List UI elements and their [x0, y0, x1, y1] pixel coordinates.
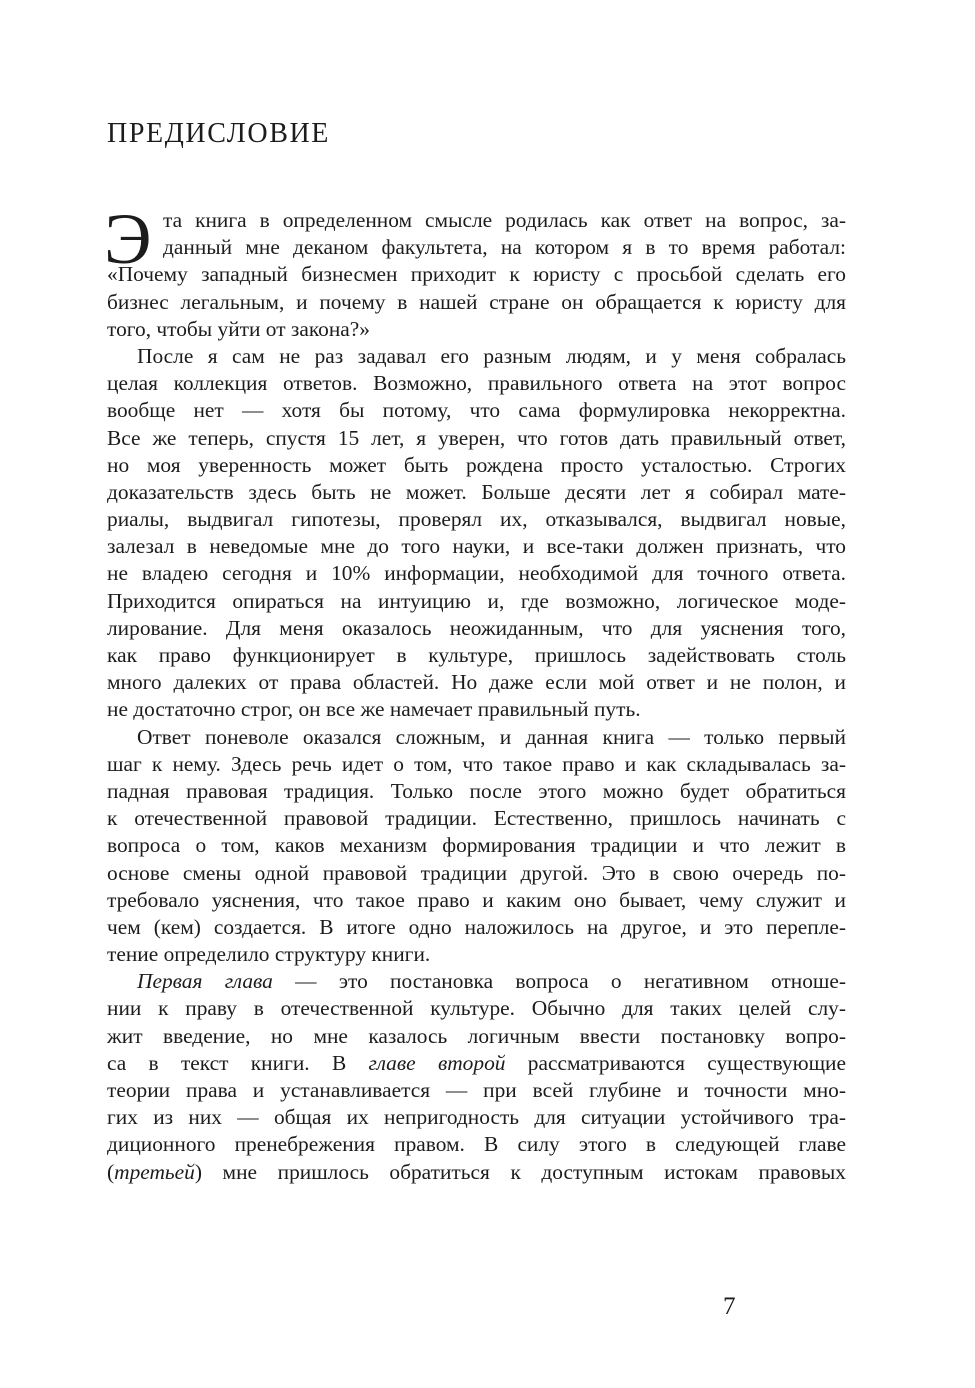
text-line: вопроса о том, каков механизм формирования традиции и что лежит в — [107, 833, 846, 858]
text-line: падная правовая традиция. Только после этого можно будет обратиться — [107, 778, 846, 803]
chapter-heading: ПРЕДИСЛОВИЕ — [107, 118, 331, 149]
text-line: чем (кем) создается. В итоге одно наложилось на другое, и это перепле- — [107, 914, 846, 939]
text-line: жит введение, но мне казалось логичным ввести постановку вопро- — [107, 1023, 846, 1048]
page-number: 7 — [723, 1293, 736, 1320]
text-line: как право функционирует в культуре, пришлось задействовать столь — [107, 643, 846, 667]
text-line: много далеких от права областей. Но даже если мой ответ и не полон, и — [107, 670, 846, 695]
text-line — [107, 1050, 846, 1077]
text-line: бизнес легальным, и почему в нашей стране он обращается к юристу для — [107, 289, 846, 314]
text-fragment: ( — [107, 1159, 115, 1184]
text-line: Все же теперь, спустя 15 лет, я уверен, что готов дать правильный ответ, — [107, 425, 846, 450]
paragraph-3 — [107, 724, 846, 969]
text-line: «Почему западный бизнесмен приходит к юристу с просьбой сделать его — [107, 262, 846, 287]
italic-chapter-ref: главе второй — [368, 1050, 506, 1075]
text-line: данный мне деканом факультета, на котором я в то время работал: — [163, 235, 846, 260]
paragraph-1 — [104, 199, 846, 343]
italic-chapter-ref: Первая глава — [137, 969, 273, 994]
paragraph-2 — [107, 343, 846, 724]
text-line: залезал в неведомые мне до того науки, и все-таки должен признать, что — [107, 534, 846, 559]
text-line: не владею сегодня и 10% информации, необходимой для точного ответа. — [107, 561, 846, 586]
text-line: целая коллекция ответов. Возможно, правильного ответа на этот вопрос — [107, 371, 846, 396]
text-line: к отечественной правовой традиции. Естественно, пришлось начинать с — [107, 806, 846, 831]
text-line — [107, 1159, 846, 1186]
text-line: теории права и устанавливается — при всей глубине и точности мно- — [107, 1078, 846, 1102]
text-line: риалы, выдвигал гипотезы, проверял их, отказывался, выдвигал новые, — [107, 507, 846, 532]
text-line: та книга в определенном смысле родилась как ответ на вопрос, за- — [163, 208, 846, 232]
text-line: вообще нет — хотя бы потому, что сама формулировка некорректна. — [107, 398, 846, 423]
text-line: гих из них — общая их непригодность для ситуации устойчивого тра- — [107, 1105, 846, 1130]
drop-cap: Э — [104, 199, 152, 279]
text-line: доказательств здесь быть не может. Больше десяти лет я собирал мате- — [107, 479, 846, 504]
text-line: но моя уверенность может быть рождена просто усталостью. Строгих — [107, 452, 846, 477]
text-line: После я сам не раз задавал его разным людям, и у меня собралась — [137, 343, 846, 368]
text-line: тение определило структуру книги. — [107, 942, 431, 967]
text-line: диционного пренебрежения правом. В силу этого в следующей главе — [107, 1132, 846, 1157]
text-line: шаг к нему. Здесь речь идет о том, что такое право и как складывалась за- — [107, 751, 846, 776]
text-line: Ответ поневоле оказался сложным, и данная книга — только первый — [137, 724, 846, 749]
text-line: нии к праву в отечественной культуре. Обычно для таких целей слу- — [107, 996, 846, 1021]
text-line: Приходится опираться на интуицию и, где возможно, логическое моде- — [107, 588, 846, 613]
italic-chapter-ref: третьей — [114, 1159, 195, 1184]
text-fragment: ) мне пришлось обратиться к доступным истокам правовых — [194, 1159, 846, 1184]
text-line: требовало уяснения, что такое право и каким оно бывает, чему служит и — [107, 887, 846, 912]
paragraph-4 — [107, 968, 846, 1186]
text-line: того, чтобы уйти от закона?» — [107, 316, 370, 341]
text-line: не достаточно строг, он все же намечает правильный путь. — [107, 697, 641, 722]
text-fragment: са в текст книги. В — [107, 1050, 369, 1075]
text-fragment: — это постановка вопроса о негативном отноше- — [272, 969, 846, 994]
text-line: лирование. Для меня оказалось неожиданным, что для уяснения того, — [107, 615, 846, 640]
text-line — [107, 968, 846, 995]
text-body — [104, 199, 846, 1186]
text-fragment: рассматриваются существующие — [505, 1050, 846, 1075]
text-line: основе смены одной правовой традиции другой. Это в свою очередь по- — [107, 860, 846, 885]
